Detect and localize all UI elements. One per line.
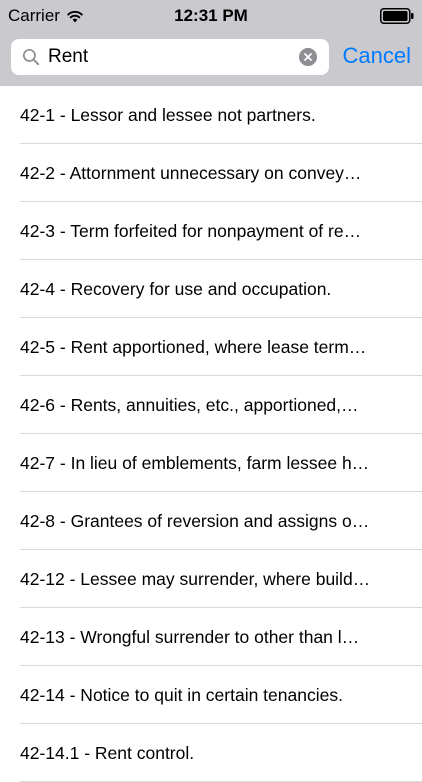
search-icon	[22, 48, 40, 66]
result-item[interactable]: 42-4 - Recovery for use and occupation.	[0, 260, 422, 318]
result-item[interactable]: 42-3 - Term forfeited for nonpayment of re…	[0, 202, 422, 260]
clear-icon[interactable]	[299, 48, 317, 66]
result-item[interactable]: 42-14 - Notice to quit in certain tenancies.	[0, 666, 422, 724]
battery-icon	[380, 8, 414, 24]
result-item[interactable]: 42-7 - In lieu of emblements, farm lessee h…	[0, 434, 422, 492]
result-item[interactable]: 42-1 - Lessor and lessee not partners.	[0, 86, 422, 144]
carrier-name: Carrier	[8, 6, 60, 25]
cancel-button[interactable]: Cancel	[342, 43, 411, 68]
result-item[interactable]: 42-13 - Wrongful surrender to other than l…	[0, 608, 422, 666]
result-item[interactable]: 42-8 - Grantees of reversion and assigns o…	[0, 492, 422, 550]
search-bar	[0, 32, 422, 86]
search-input[interactable]	[48, 46, 288, 68]
result-item[interactable]: 42-12 - Lessee may surrender, where build…	[0, 550, 422, 608]
result-item[interactable]: 42-14.1 - Rent control.	[0, 724, 422, 782]
search-results-list	[0, 86, 422, 782]
result-item[interactable]: 42-2 - Attornment unnecessary on convey…	[0, 144, 422, 202]
search-field[interactable]	[11, 39, 329, 75]
status-bar	[0, 0, 422, 32]
result-item[interactable]: 42-5 - Rent apportioned, where lease term…	[0, 318, 422, 376]
status-time: 12:31 PM	[174, 6, 248, 25]
result-item[interactable]: 42-6 - Rents, annuities, etc., apportioned,…	[0, 376, 422, 434]
